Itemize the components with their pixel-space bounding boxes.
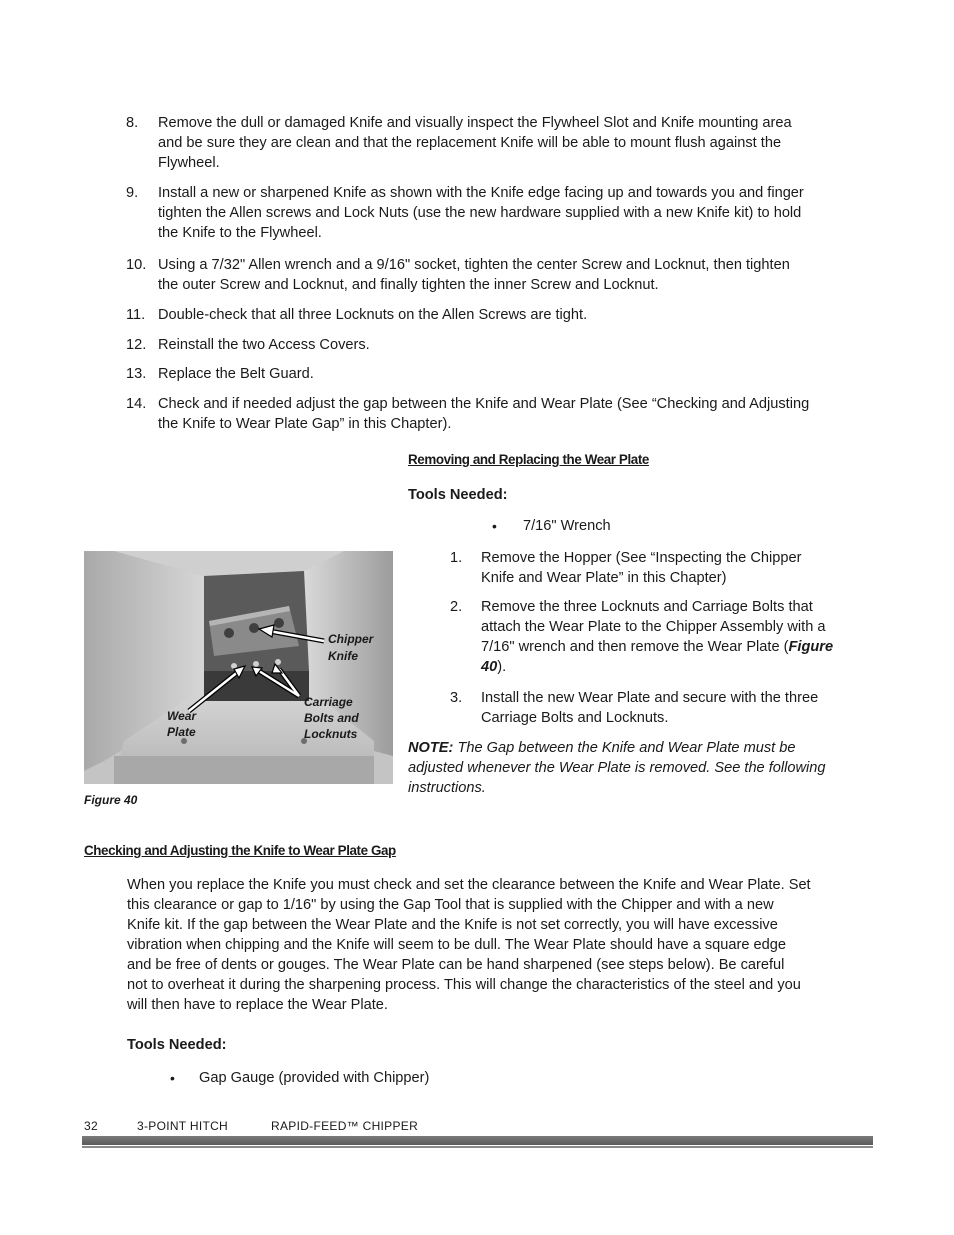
- step-text-line: Install the new Wear Plate and secure with the three: [481, 690, 819, 706]
- step-text-line: Double-check that all three Locknuts on the Allen Screws are tight.: [158, 307, 588, 323]
- gap-tool-item: Gap Gauge (provided with Chipper): [199, 1070, 430, 1086]
- figure-reference-number: 40: [481, 659, 498, 675]
- figure-reference: Figure: [788, 639, 834, 655]
- paragraph-line: this clearance or gap to 1/16" by using the Gap Tool that is supplied with the Chipper and with a new: [127, 897, 774, 913]
- figure-caption: Figure 40: [84, 793, 138, 807]
- footer-rule: [82, 1136, 873, 1145]
- step-text-line: Using a 7/32" Allen wrench and a 9/16" socket, tighten the center Screw and Locknut, then tighten: [158, 257, 790, 273]
- step-number: 14.: [126, 396, 147, 412]
- figure-label-line: Plate: [167, 725, 196, 739]
- paragraph-line: will then have to replace the Wear Plate.: [127, 997, 388, 1013]
- step-text-line: Install a new or sharpened Knife as shown with the Knife edge facing up and towards you and finger: [158, 185, 804, 201]
- step-text-line: attach the Wear Plate to the Chipper Assembly with a: [481, 619, 826, 635]
- step-number: 9.: [126, 185, 139, 201]
- bullet-icon: •: [170, 1070, 175, 1086]
- note-block: [408, 738, 878, 798]
- note-line: [408, 738, 878, 758]
- step-text-line: [481, 657, 881, 677]
- step-text-line: Flywheel.: [158, 155, 220, 171]
- step-text-line: Remove the dull or damaged Knife and visually inspect the Flywheel Slot and Knife mounting area: [158, 115, 792, 131]
- footer-rule-thin: [82, 1146, 873, 1148]
- tools-needed-label: Tools Needed:: [408, 487, 508, 503]
- step-text-line: tighten the Allen screws and Lock Nuts (use the new hardware supplied with a new Knife kit) to hold: [158, 205, 802, 221]
- step-text-line: and be sure they are clean and that the replacement Knife will be able to mount flush against the: [158, 135, 782, 151]
- step-text-line: [481, 637, 881, 657]
- footer-product-1: 3-POINT HITCH: [137, 1119, 229, 1133]
- step-text-line: Remove the three Locknuts and Carriage Bolts that: [481, 599, 813, 615]
- step-text-line: the Knife to the Flywheel.: [158, 225, 322, 241]
- gap-tools-needed-label: Tools Needed:: [127, 1037, 227, 1053]
- step-text-fragment: 7/16" wrench and then remove the Wear Plate (: [481, 639, 789, 655]
- step-number: 3.: [450, 690, 463, 706]
- figure-label-line: Bolts and: [304, 711, 359, 725]
- tool-item: 7/16" Wrench: [523, 518, 611, 534]
- figure-label-line: Chipper: [328, 632, 374, 646]
- figure-label-line: Knife: [328, 649, 358, 663]
- note-text: The Gap between the Knife and Wear Plate must be: [457, 740, 796, 756]
- figure-40-photo: [84, 551, 393, 784]
- chipper-illustration: [84, 551, 393, 784]
- paragraph-line: vibration when chipping and the Knife will seem to be dull. The Wear Plate should have a square edge: [127, 937, 787, 953]
- step-text-line: the outer Screw and Locknut, and finally tighten the inner Screw and Locknut.: [158, 277, 659, 293]
- figure-label-carriage-bolts: [304, 694, 359, 742]
- step-text-fragment: ).: [497, 659, 507, 675]
- paragraph-line: not to overheat it during the sharpening process. This will change the characteristics of the steel and you: [127, 977, 801, 993]
- step-number: 1.: [450, 550, 463, 566]
- step-text-line: Reinstall the two Access Covers.: [158, 337, 370, 353]
- step-text-line: Remove the Hopper (See “Inspecting the Chipper: [481, 550, 802, 566]
- step-number: 8.: [126, 115, 139, 131]
- paragraph-line: When you replace the Knife you must check and set the clearance between the Knife and Wear Plate. Set: [127, 877, 811, 893]
- note-label: NOTE:: [408, 740, 454, 756]
- section-heading-gap: Checking and Adjusting the Knife to Wear Plate Gap: [84, 843, 396, 858]
- note-line: instructions.: [408, 780, 486, 796]
- figure-label-wear-plate: [167, 708, 196, 740]
- step-text-line: Check and if needed adjust the gap between the Knife and Wear Plate (See “Checking and Adjusting: [158, 396, 810, 412]
- paragraph-line: and be free of dents or gouges. The Wear Plate can be hand sharpened (see steps below). Be careful: [127, 957, 785, 973]
- step-number: 11.: [126, 307, 146, 323]
- step-number: 10.: [126, 257, 147, 273]
- footer-product-2: RAPID-FEED™ CHIPPER: [271, 1119, 419, 1133]
- paragraph-line: Knife kit. If the gap between the Wear Plate and the Knife is not set correctly, you will have excessive: [127, 917, 778, 933]
- note-line: adjusted whenever the Wear Plate is removed. See the following: [408, 760, 826, 776]
- step-number: 2.: [450, 599, 463, 615]
- step-text-line: Replace the Belt Guard.: [158, 366, 314, 382]
- gap-paragraph: [127, 875, 887, 1015]
- step-text-line: Knife and Wear Plate” in this Chapter): [481, 570, 727, 586]
- step-text-line: Carriage Bolts and Locknuts.: [481, 710, 669, 726]
- figure-label-line: Locknuts: [304, 727, 358, 741]
- bullet-icon: •: [492, 518, 497, 534]
- figure-label-chipper-knife: [328, 631, 373, 664]
- figure-label-line: Carriage: [304, 695, 353, 709]
- step-number: 13.: [126, 366, 147, 382]
- step-number: 12.: [126, 337, 147, 353]
- figure-label-line: Wear: [167, 709, 197, 723]
- section-heading-wear-plate: Removing and Replacing the Wear Plate: [408, 452, 649, 467]
- step-text-line: the Knife to Wear Plate Gap” in this Chapter).: [158, 416, 452, 432]
- footer-page-number: 32: [84, 1119, 98, 1133]
